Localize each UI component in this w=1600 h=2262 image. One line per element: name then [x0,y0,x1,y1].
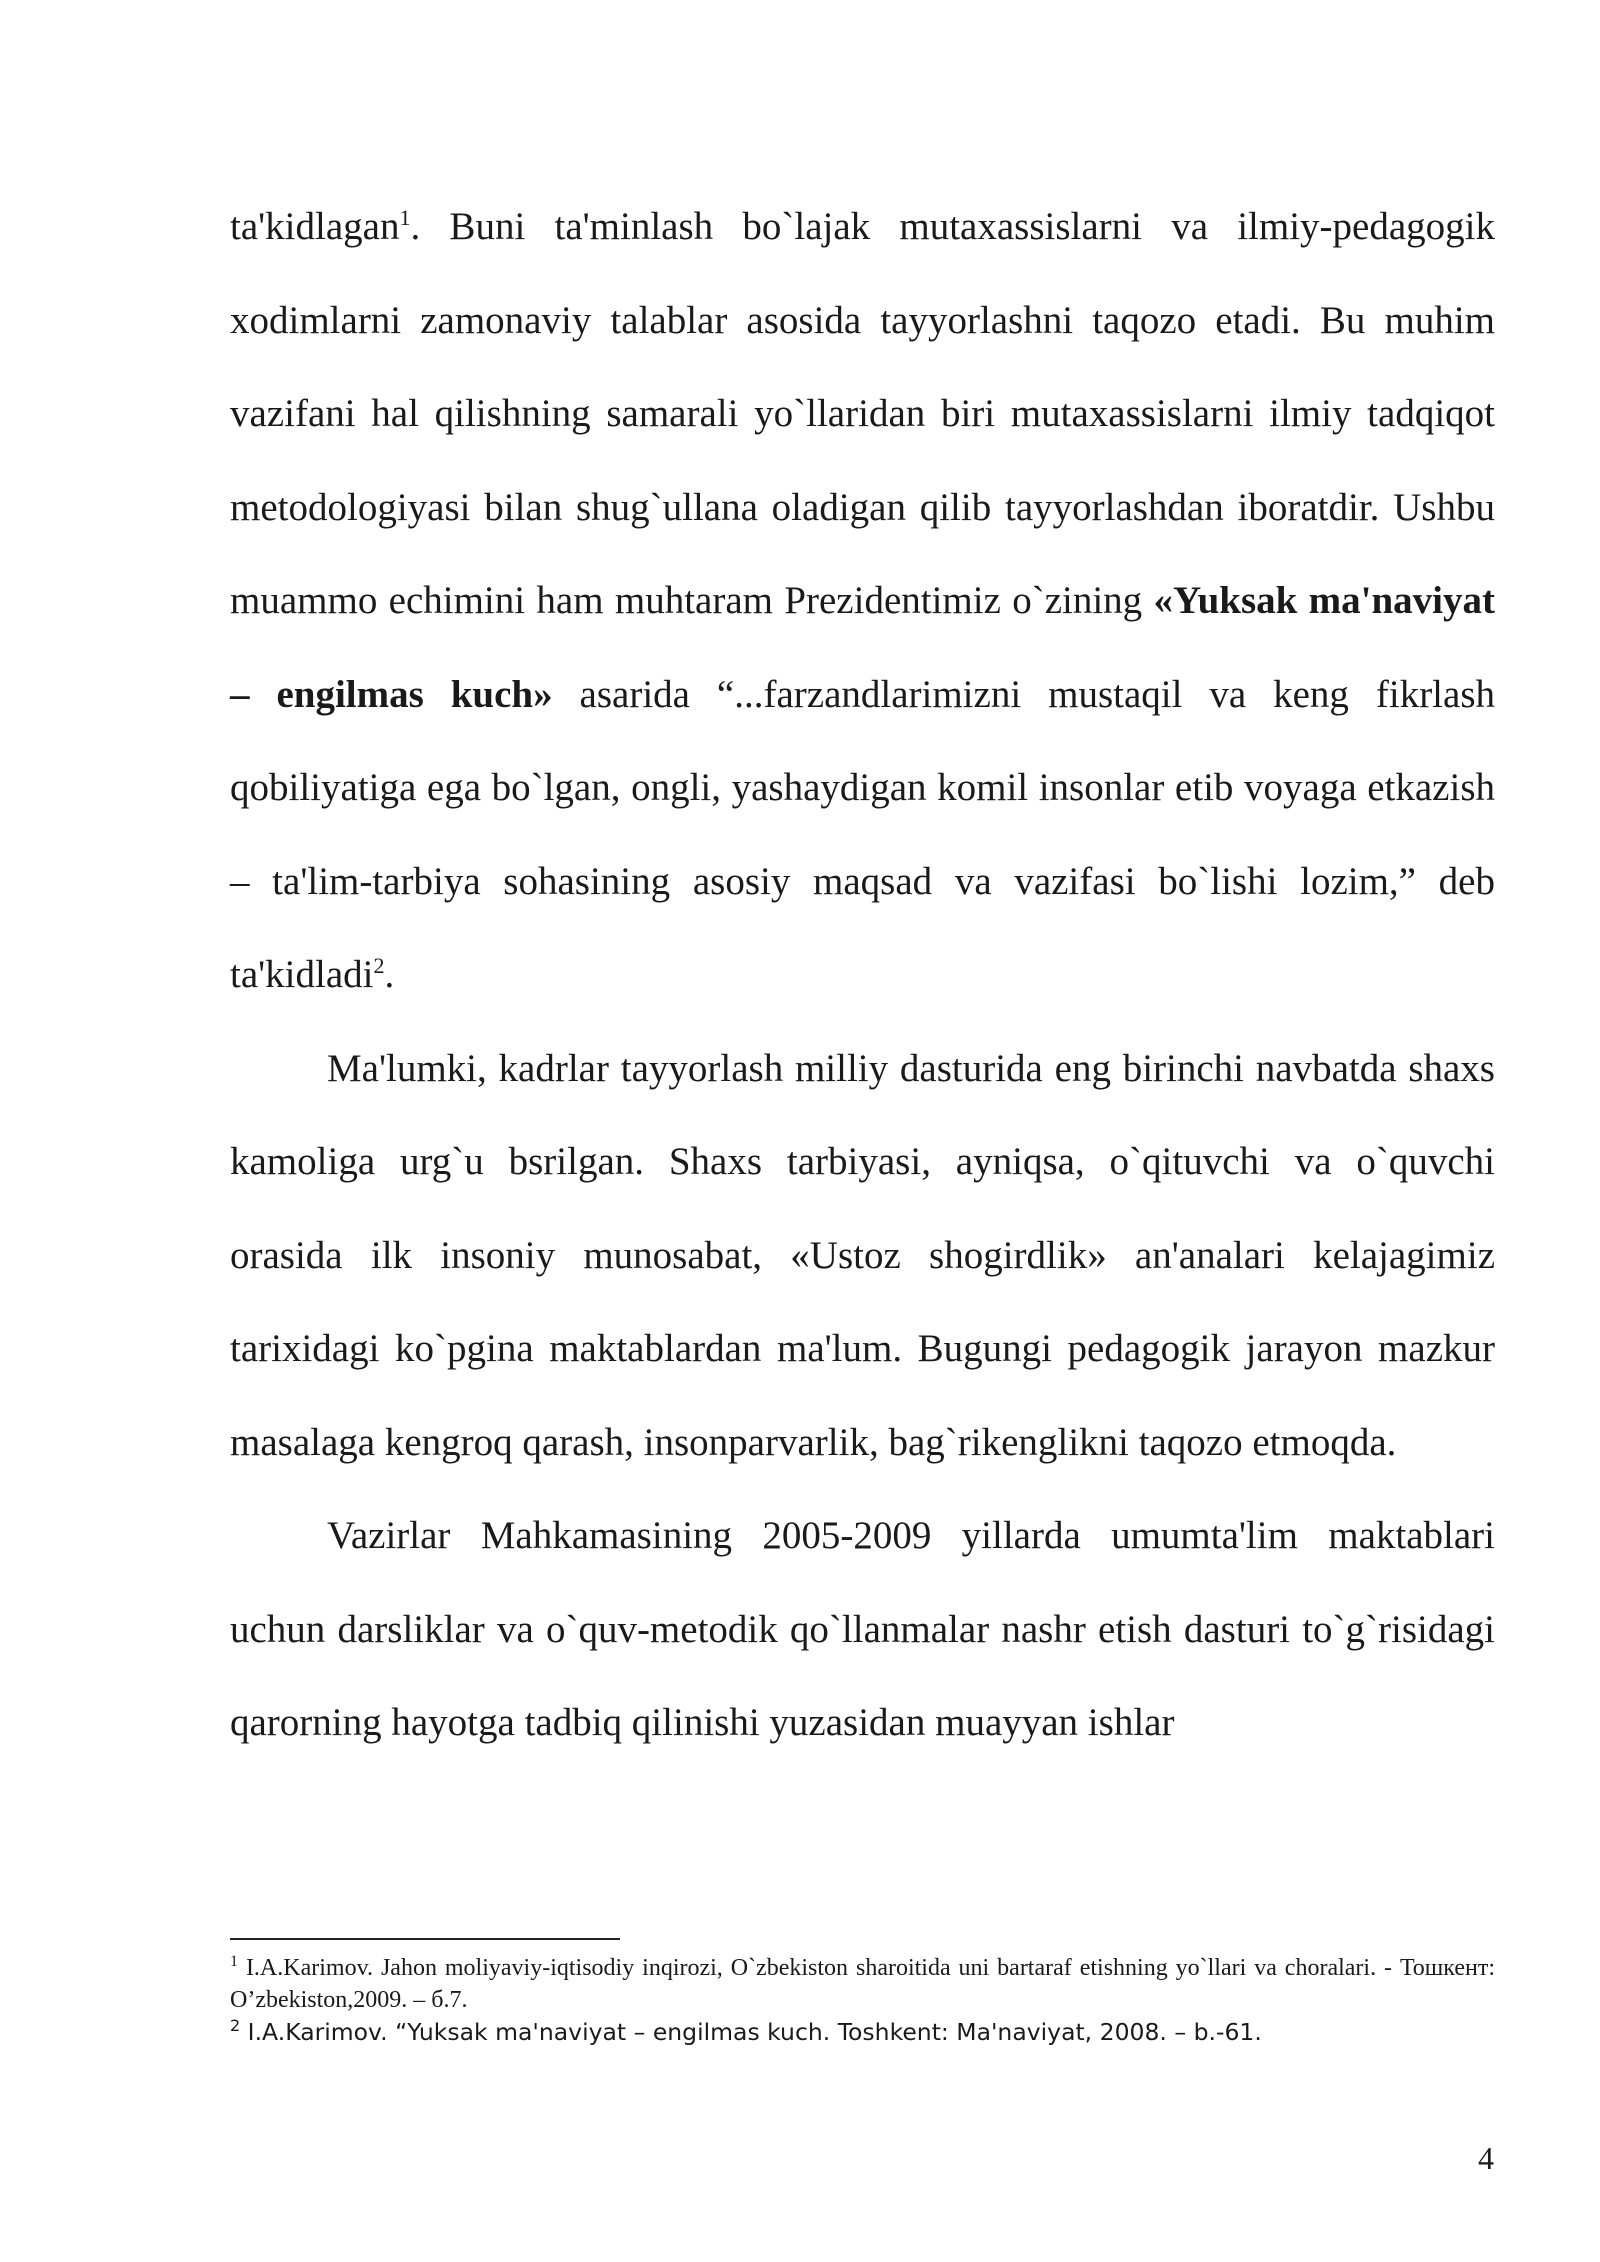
book-title: «Yuksak ma'naviyat – engilmas kuch» [230,579,1495,716]
footnote-mark: 1 [230,1953,238,1970]
footnote-ref-1[interactable]: 1 [399,205,411,230]
paragraph-text: Ma'lumki, kadrlar tayyorlash milliy dasturida eng birinchi navbatda shaxs kamoliga urg`u bsrilgan. Shaxs tarbiyasi, ayniqsa, o`qituvchi va o`quvchi orasida ilk insoniy munosabat, «Ustoz shogirdlik» an'analari kelajagimiz tarixidagi ko`pgina maktablardan ma'lum. Bugungi pedagogik jarayon mazkur masalaga kengroq qarash, insonparvarlik, bag`rikenglikni taqozo etmoqda. [230,1046,1495,1464]
page-number: 4 [1478,2140,1494,2176]
footnote-ref-2[interactable]: 2 [373,953,385,978]
paragraph-2 [230,1022,1495,1490]
paragraph-text: asarida “...farzandlarimizni mustaqil va keng fikrlash qobiliyatiga ega bo`lgan, ongli, yashaydigan komil insonlar etib voyaga etkazish – ta'lim-tarbiya sohasining asosiy maqsad va vazifasi bo`lishi lozim,” deb ta'kidladi [230,672,1496,996]
footnote-text: I.A.Karimov. “Yuksak ma'naviyat – engilmas kuch. Toshkent: Ma'naviyat, 2008. – b.-61. [240,2018,1262,2046]
paragraph-text: . Buni ta'minlash bo`lajak mutaxassislarni va ilmiy-pedagogik xodimlarni zamonaviy talablar asosida tayyorlashni taqozo etadi. Bu muhim vazifani hal qilishning samarali yo`llaridan biri mutaxassislarni ilmiy tadqiqot metodologiyasi bilan shug`ullana oladigan qilib tayyorlashdan iboratdir. Ushbu muammo echimini ham muhtaram Prezidentimiz o`zining [230,205,1495,622]
paragraph-1 [230,180,1495,1022]
footnote-2 [230,2016,1495,2049]
paragraph-text: . [384,953,395,996]
paragraph-text: ta'kidlagan [230,205,400,248]
document-body [230,180,1495,1770]
footnote-1 [230,1952,1495,2016]
footnote-mark: 2 [230,2016,241,2036]
paragraph-text: Vazirlar Mahkamasining 2005-2009 yillarda umumta'lim maktablari uchun darsliklar va o`quv-metodik qo`llanmalar nashr etish dasturi to`g`risidagi qarorning hayotga tadbiq qilinishi yuzasidan muayyan ishlar [230,1514,1495,1744]
footnotes [230,1952,1495,2049]
paragraph-3 [230,1489,1495,1770]
footnote-text: I.A.Karimov. Jahon moliyaviy-iqtisodiy inqirozi, O`zbekiston sharoitida uni bartaraf etishning yo`llari va choralari. - Тошкент: O’zbekiston,2009. – б.7. [230,1955,1495,2013]
footnote-separator [230,1938,620,1940]
